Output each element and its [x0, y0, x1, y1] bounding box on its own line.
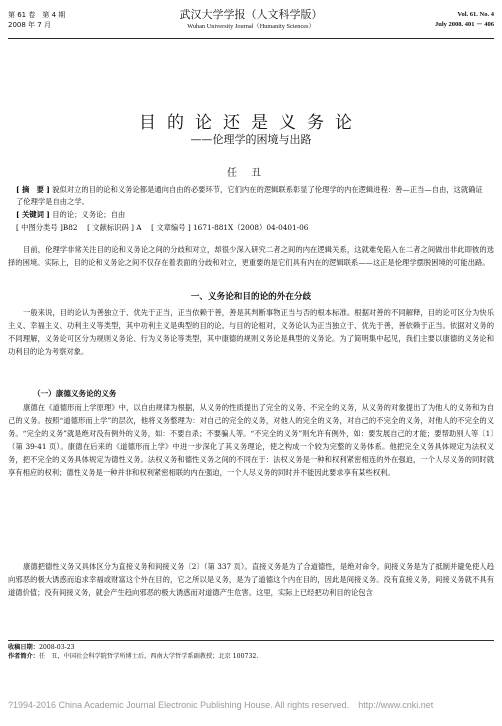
- body-paragraph-2: 康德在《道德形而上学原理》中，以自由规律为根据，从义务的性质提出了完全的义务、不完全的义务，从义务的对象提出了为他人的义务和为自己的义务。按照“道德形而上学”的层次，他将义务整理为：对自己的完全的义务，对他人的完全的义务，对自己的不完全的义务，对他人的不完全的义务。“完全的义务”就是绝对没有例外的义务，如：不要自杀；不要骗人等。“不完全的义务”则允许有例外，如：要发展自己的才能；要帮助别人等〔1〕（第 39-41 页）。康德在后来的《道德形而上学》中进一步深化了其义务理论，使之构成一个较为完整的义务体系。他把完全义务具体规定为法权义务，把不完全的义务具体规定为德性义务。法权义务和德性义务之间的不同在于：法权义务是一种和权利紧密相连的外在强迫，一个人尽义务的同时就享有相应的权利；德性义务是一种并非和权利紧密相联的内在强迫，一个人尽义务的同时并不能因此要求享有某些权利。: [8, 403, 494, 477]
- date-cn: 2008 年 7 月: [8, 21, 51, 29]
- copyright-watermark: ?1994-2016 China Academic Journal Electronic Publishing House. All rights reserved. http://www.cnki.net: [8, 700, 434, 710]
- received-label: 收稿日期：: [8, 644, 39, 651]
- article-no-value: 1671-881X（2008）04-0401-06: [193, 223, 309, 232]
- header-journal: [128, 8, 374, 32]
- running-header: [8, 8, 494, 39]
- author-info-text: 任 丑，中国社会科学院哲学所博士后，西南大学哲学系副教授；北京 100732.: [38, 653, 259, 660]
- abstract-text: 貌似对立的目的论和义务论都是通向自由的必要环节，它们内在的逻辑联系彰显了伦理学的内在逻辑进程：善—正当—自由，这就确证了伦理学是自由之学。: [16, 185, 483, 206]
- received-date: 2008-03-23: [38, 644, 75, 651]
- abstract-label: [ 摘 要 ]: [16, 185, 50, 194]
- keywords-label: [ 关键词 ]: [16, 210, 50, 219]
- doc-code-value: A: [136, 223, 142, 232]
- abstract: [16, 184, 486, 208]
- article-title: 目的论还是义务论: [139, 113, 363, 133]
- body-paragraph-1: 一般来说，目的论认为善独立于、优先于正当，正当依赖于善，善是其判断事物正当与否的根本标准。根据对善的不同解释，目的论可区分为快乐主义、幸福主义、功利主义等类型，其中功利主义是典型的目的论。与目的论相对，义务论认为正当独立于、优先于善，善依赖于正当。依据对义务的不同理解，义务论可区分为规则义务论、行为义务论等类型，其中康德的规则义务论是典型的义务论。为了简明集中起见，我们主要以康德的义务论和功利目的论为考察对象。: [8, 308, 494, 356]
- received-line: [8, 643, 494, 652]
- class-value: B82: [62, 223, 78, 232]
- article-subtitle: ——伦理学的困境与出路: [190, 133, 312, 146]
- author-info-label: 作者简介：: [8, 653, 39, 660]
- header-volume-cn: [8, 10, 65, 30]
- date-pages-en: July 2008. 401 － 406: [434, 21, 494, 28]
- class-label: [ 中图分类号 ]: [16, 223, 63, 232]
- keywords-text: 目的论；义务论；自由: [52, 210, 126, 219]
- journal-name-cn: 武汉大学学报（人文科学版）: [179, 8, 323, 21]
- article-no-label: [ 文章编号 ]: [151, 223, 191, 232]
- volume-issue-en: Vol. 61. No. 4: [457, 11, 494, 18]
- keywords: [16, 209, 486, 221]
- doc-code-label: [ 文献标识码 ]: [87, 223, 134, 232]
- classification-line: [16, 222, 486, 234]
- journal-name-en: Wuhan University Journal（Humanity Sciences）: [187, 23, 315, 30]
- header-volume-en: [435, 10, 494, 30]
- body-paragraph-3: 康德把德性义务又具体区分为直接义务和间接义务〔2〕（第 337 页）。直接义务是为了合道德性，是绝对命令。间接义务是为了抵制并避免使人趋向邪恶的极大诱惑而追求幸福或财富这个外在目的，它之所以是义务，是为了道德这个内在目的，因此是间接义务。没有直接义务，间接义务就不具有道德价值；没有间接义务，就会产生趋向邪恶的极大诱惑而对道德产生危害。这里，实际上已经把功利目的论包含: [8, 562, 494, 597]
- section-heading: 一、义务论和目的论的外在分歧: [190, 292, 312, 302]
- subsection-heading: （一）康德义务论的义务: [33, 389, 117, 398]
- footnote: [8, 640, 494, 661]
- intro-paragraph: 目前，伦理学非常关注目的论和义务论之间的分歧和对立，却很少深入研究二者之间的内在逻辑关系，这就难免陷入在二者之间做出非此即彼的选择的困境。实际上，目的论和义务论之间不仅存在着表面的分歧和对立，更重要的是它们具有内在的逻辑联系——这正是伦理学摆脱困境的可能出路。: [8, 245, 494, 267]
- author-info-line: [8, 652, 494, 661]
- volume-issue-cn: 第 61 卷 第 4 期: [8, 11, 66, 19]
- article-author: 任丑: [227, 168, 275, 179]
